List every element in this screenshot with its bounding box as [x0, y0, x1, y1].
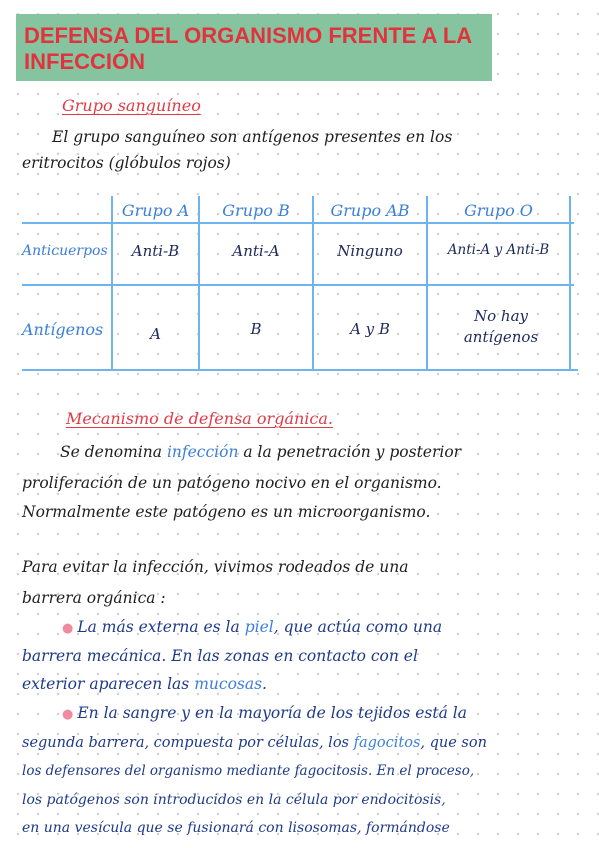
paragraph-line: Normalmente este patógeno es un microorganismo.	[22, 503, 431, 521]
bullet-line: ● La más externa es la piel, que actúa como una	[62, 618, 443, 636]
table-cell: A y B	[350, 320, 390, 338]
row-label-anticuerpos: Anticuerpos	[22, 243, 108, 259]
table-cell: Ninguno	[337, 242, 403, 260]
table-cell: Anti-B	[131, 242, 180, 260]
keyword-fagocitos: fagocitos	[353, 735, 421, 751]
bullet-line: ● En la sangre y en la mayoría de los tejidos está la	[62, 704, 467, 722]
paragraph-line: proliferación de un patógeno nocivo en el organismo.	[22, 474, 442, 492]
section-heading-mecanismo: Mecanismo de defensa orgánica.	[66, 409, 333, 428]
row-label-antigenos: Antígenos	[22, 320, 104, 339]
paragraph-line: El grupo sanguíneo son antígenos presentes en los	[52, 128, 453, 146]
table-header: Grupo A	[121, 201, 190, 220]
table-header: Grupo AB	[330, 201, 410, 220]
paragraph-line: segunda barrera, compuesta por células, los fagocitos, que son	[22, 735, 487, 751]
table-cell: A	[150, 325, 161, 343]
paragraph-line: Para evitar la infección, vivimos rodeados de una	[22, 558, 409, 576]
table-header: Grupo O	[464, 201, 533, 220]
paragraph-line: en una vesícula que se fusionará con lisosomas, formándose	[22, 820, 450, 836]
keyword-infeccion: infección	[166, 443, 239, 461]
table-rule	[198, 196, 200, 371]
paragraph-line: Se denomina infección a la penetración y posterior	[60, 443, 462, 461]
section-heading-grupo-sanguineo: Grupo sanguíneo	[62, 96, 201, 115]
table-header: Grupo B	[222, 201, 290, 220]
table-rule	[111, 196, 113, 371]
paragraph-line: barrera mecánica. En las zonas en contacto con el	[22, 647, 418, 665]
table-rule	[569, 196, 571, 371]
table-cell: Anti-A y Anti-B	[447, 242, 550, 258]
title-banner	[16, 14, 492, 81]
paragraph-line: exterior aparecen las mucosas.	[22, 675, 267, 693]
paragraph-line: los patógenos son introducidos en la célula por endocitosis,	[22, 792, 446, 808]
page-title: DEFENSA DEL ORGANISMO FRENTE A LA INFECCIÓN	[24, 23, 472, 74]
bullet-icon: ●	[62, 621, 74, 636]
table-rule	[22, 284, 574, 286]
table-rule	[312, 196, 314, 371]
keyword-mucosas: mucosas	[194, 675, 263, 693]
paragraph-line: barrera orgánica :	[22, 589, 166, 607]
paragraph-line: los defensores del organismo mediante fagocitosis. En el proceso,	[22, 763, 475, 779]
keyword-piel: piel	[244, 618, 274, 636]
table-rule	[22, 369, 578, 371]
table-rule	[426, 196, 428, 371]
table-cell: No hay antígenos	[463, 307, 539, 346]
table-cell: B	[250, 320, 262, 338]
paragraph-line: eritrocitos (glóbulos rojos)	[22, 154, 231, 172]
table-rule	[22, 222, 574, 224]
bullet-icon: ●	[62, 707, 74, 722]
table-cell: Anti-A	[232, 242, 280, 260]
